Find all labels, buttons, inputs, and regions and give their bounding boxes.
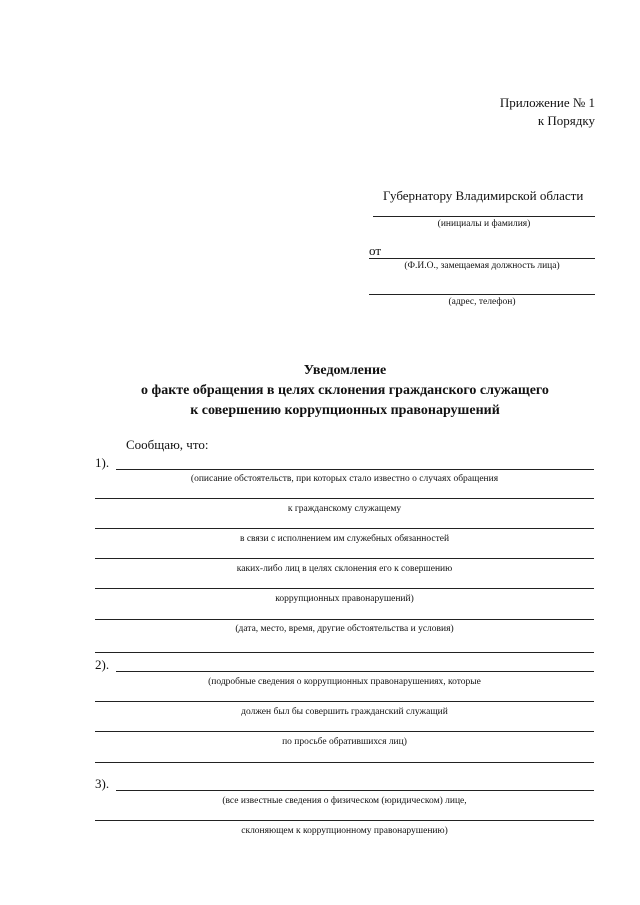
item1-line-2: [95, 498, 594, 499]
address-line: [369, 294, 595, 295]
from-caption: (Ф.И.О., замещаемая должность лица): [404, 261, 560, 271]
item1-caption: (описание обстоятельств, при которых стало известно о случаях обращения: [190, 474, 499, 484]
item2-line-2: [95, 701, 594, 702]
item1-caption: каких-либо лиц в целях склонения его к совершению: [236, 564, 453, 574]
item1-caption: (дата, место, время, другие обстоятельства и условия): [235, 624, 454, 634]
item1-caption: к гражданскому служащему: [287, 504, 402, 514]
item3-caption: (все известные сведения о физическом (юридическом) лице,: [222, 796, 467, 806]
from-label: от: [369, 243, 382, 258]
item2-line-3: [95, 731, 594, 732]
intro-text: Сообщаю, что:: [126, 437, 209, 452]
item1-caption: коррупционных правонарушений): [275, 594, 414, 604]
doc-title-line3: к совершению коррупционных правонарушений: [190, 403, 500, 418]
initials-caption: (инициалы и фамилия): [437, 219, 531, 229]
item2-line-1: [116, 671, 594, 672]
item1-caption: в связи с исполнением им служебных обязанностей: [239, 534, 450, 544]
item1-line-7: [95, 652, 594, 653]
item3-caption: склоняющем к коррупционному правонарушению): [241, 826, 448, 836]
item1-line-4: [95, 558, 594, 559]
item3-number: 3).: [95, 776, 110, 791]
initials-line: [373, 216, 595, 217]
item1-line-6: [95, 619, 594, 620]
item3-line-2: [95, 820, 594, 821]
item1-number: 1).: [95, 455, 110, 470]
item2-caption: (подробные сведения о коррупционных правонарушениях, которые: [208, 677, 481, 687]
doc-title-line2: о факте обращения в целях склонения гражданского служащего: [141, 383, 549, 398]
item2-caption: по просьбе обратившихся лиц): [282, 737, 407, 747]
appendix-to-order: к Порядку: [537, 113, 595, 128]
item2-caption: должен был бы совершить гражданский служащий: [241, 707, 448, 717]
item3-line-1: [116, 790, 594, 791]
item1-line-1: [116, 469, 594, 470]
item1-line-3: [95, 528, 594, 529]
from-line: [369, 258, 595, 259]
appendix-number: Приложение № 1: [499, 95, 595, 110]
doc-title: Уведомление: [303, 363, 387, 378]
item2-line-4: [95, 762, 594, 763]
item1-line-5: [95, 588, 594, 589]
item2-number: 2).: [95, 657, 110, 672]
addressee-governor: Губернатору Владимирской области: [383, 188, 584, 203]
address-caption: (адрес, телефон): [448, 297, 516, 307]
